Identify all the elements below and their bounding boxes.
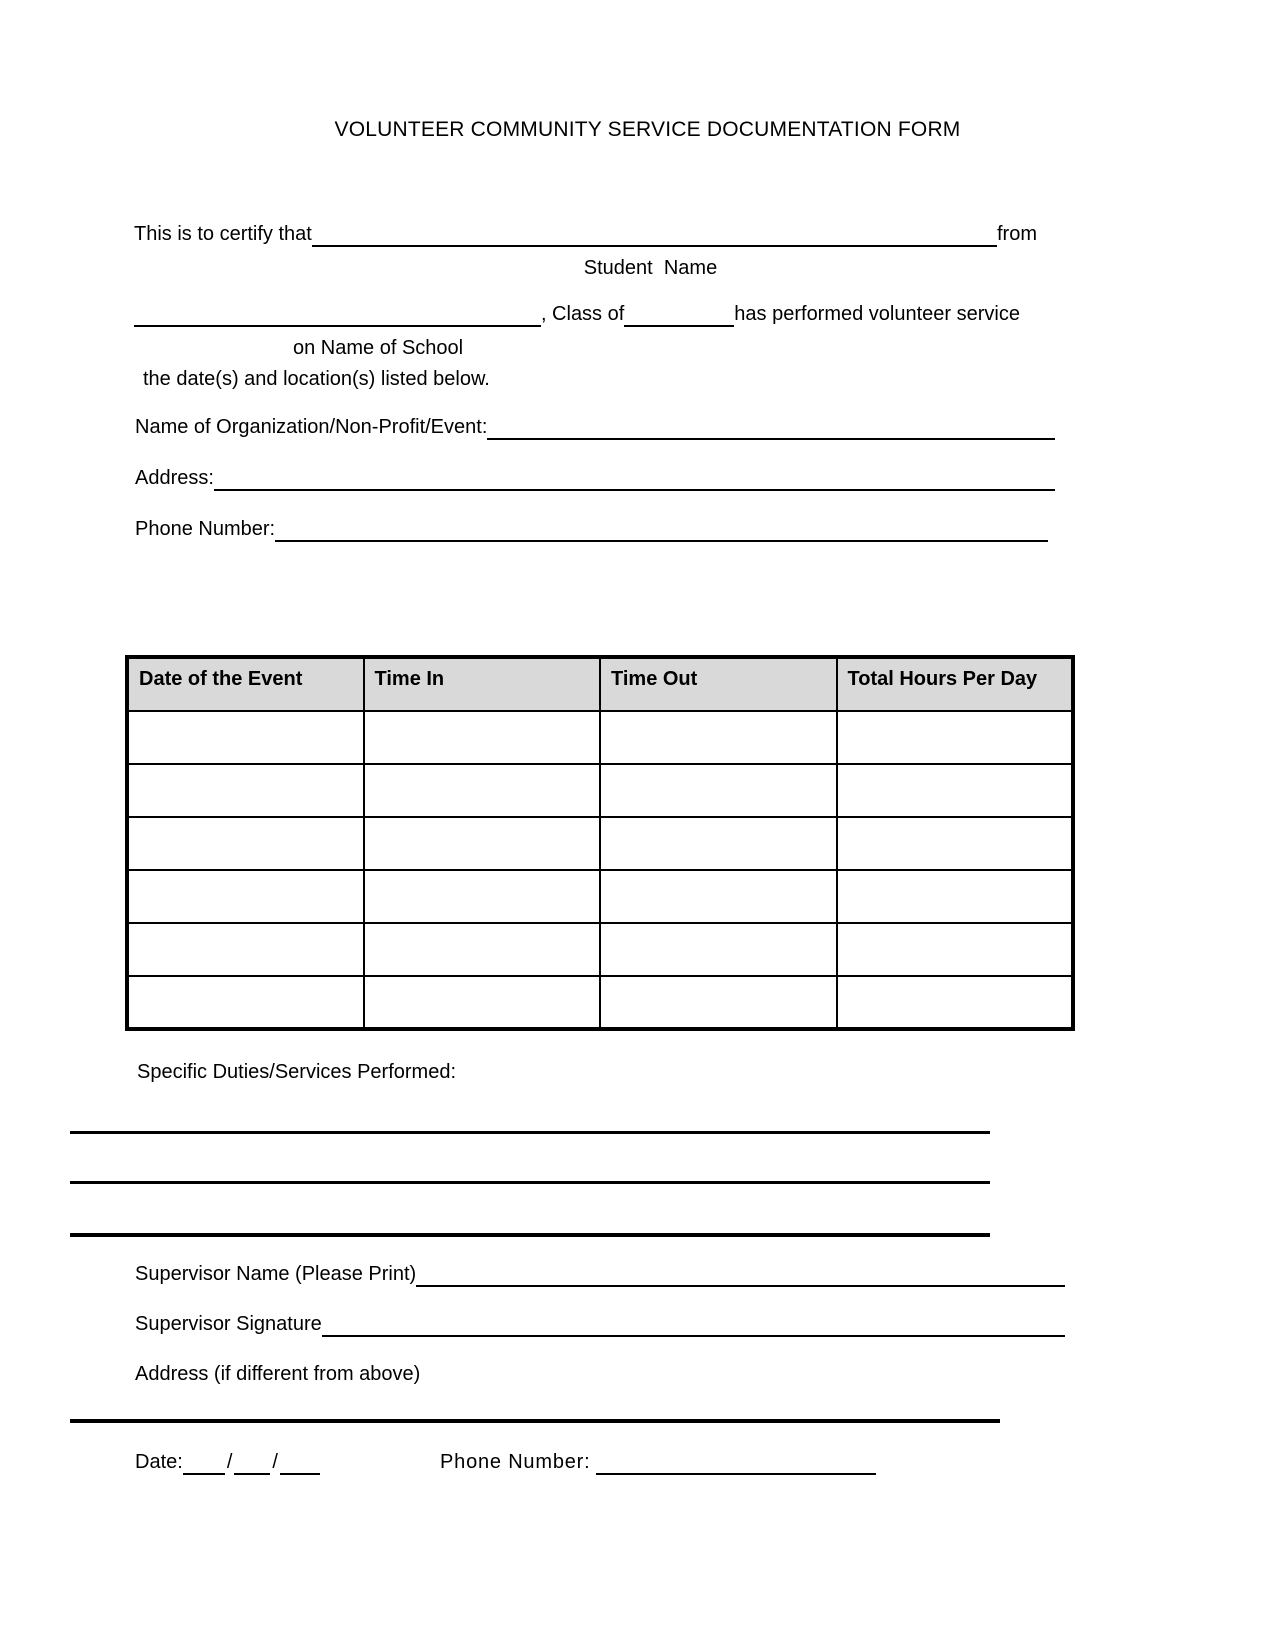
table-row (127, 870, 1073, 923)
table-row (127, 764, 1073, 817)
table-cell[interactable] (364, 923, 601, 976)
supervisor-address-label: Address (if different from above) (135, 1363, 421, 1385)
table-cell[interactable] (600, 817, 837, 870)
table-cell[interactable] (837, 711, 1074, 764)
organization-name-field[interactable] (487, 415, 1055, 440)
duties-line-3[interactable] (70, 1233, 990, 1237)
table-cell[interactable] (837, 923, 1074, 976)
table-cell[interactable] (600, 711, 837, 764)
school-name-caption: on Name of School (293, 337, 464, 359)
table-cell[interactable] (127, 764, 364, 817)
table-cell[interactable] (127, 817, 364, 870)
table-cell[interactable] (364, 976, 601, 1029)
dates-locations-line: the date(s) and location(s) listed below. (143, 368, 490, 390)
organization-phone-label: Phone Number: (135, 518, 276, 540)
table-cell[interactable] (837, 976, 1074, 1029)
organization-address-row (135, 466, 1055, 491)
table-cell[interactable] (837, 764, 1074, 817)
organization-name-label: Name of Organization/Non-Profit/Event: (135, 416, 488, 438)
table-row (127, 817, 1073, 870)
hours-table-head (127, 657, 1073, 711)
supervisor-signature-row (135, 1312, 1065, 1337)
table-header-row (127, 657, 1073, 711)
table-cell[interactable] (127, 923, 364, 976)
table-cell[interactable] (364, 764, 601, 817)
table-cell[interactable] (837, 817, 1074, 870)
table-cell[interactable] (837, 870, 1074, 923)
date-separator-1: / (226, 1451, 233, 1473)
table-cell[interactable] (127, 870, 364, 923)
student-name-caption: Student Name (583, 257, 718, 279)
student-name-field[interactable] (312, 222, 997, 247)
table-cell[interactable] (364, 711, 601, 764)
hours-table (125, 655, 1075, 1031)
date-label: Date: (135, 1451, 183, 1473)
table-header-cell: Date of the Event (127, 657, 364, 711)
duties-label: Specific Duties/Services Performed: (137, 1061, 457, 1083)
certify-row (134, 222, 1037, 247)
supervisor-name-field[interactable] (416, 1262, 1065, 1287)
table-cell[interactable] (127, 711, 364, 764)
date-month-field[interactable] (183, 1450, 225, 1475)
certify-prefix-label: This is to certify that (134, 223, 312, 245)
supervisor-phone-row (440, 1450, 876, 1475)
organization-phone-field[interactable] (275, 517, 1048, 542)
table-header-cell: Time In (364, 657, 601, 711)
supervisor-phone-field[interactable] (596, 1450, 876, 1475)
table-row (127, 976, 1073, 1029)
page-title: VOLUNTEER COMMUNITY SERVICE DOCUMENTATION FORM (334, 118, 961, 141)
table-row (127, 923, 1073, 976)
table-row (127, 711, 1073, 764)
school-name-field[interactable] (134, 302, 541, 327)
certify-suffix-label: from (997, 223, 1037, 245)
table-cell[interactable] (600, 923, 837, 976)
class-of-label: , Class of (540, 303, 625, 325)
performed-label: has performed volunteer service (734, 303, 1020, 325)
organization-phone-row (135, 517, 1048, 542)
table-cell[interactable] (600, 764, 837, 817)
supervisor-phone-label: Phone Number: (440, 1451, 591, 1473)
supervisor-signature-field[interactable] (322, 1312, 1065, 1337)
table-header-cell: Total Hours Per Day (837, 657, 1074, 711)
class-of-field[interactable] (624, 302, 734, 327)
date-year-field[interactable] (280, 1450, 320, 1475)
supervisor-address-field[interactable] (70, 1419, 1000, 1423)
date-row (135, 1450, 320, 1475)
duties-line-1[interactable] (70, 1131, 990, 1134)
table-cell[interactable] (127, 976, 364, 1029)
table-cell[interactable] (600, 870, 837, 923)
class-of-row (134, 302, 1020, 327)
supervisor-signature-label: Supervisor Signature (135, 1313, 322, 1335)
hours-table-body (127, 711, 1073, 1029)
table-cell[interactable] (364, 870, 601, 923)
supervisor-name-label: Supervisor Name (Please Print) (135, 1263, 417, 1285)
table-cell[interactable] (364, 817, 601, 870)
organization-address-label: Address: (135, 467, 214, 489)
table-cell[interactable] (600, 976, 837, 1029)
date-day-field[interactable] (234, 1450, 270, 1475)
organization-address-field[interactable] (214, 466, 1055, 491)
duties-line-2[interactable] (70, 1181, 990, 1184)
organization-name-row (135, 415, 1055, 440)
supervisor-name-row (135, 1262, 1065, 1287)
table-header-cell: Time Out (600, 657, 837, 711)
date-separator-2: / (272, 1451, 278, 1473)
